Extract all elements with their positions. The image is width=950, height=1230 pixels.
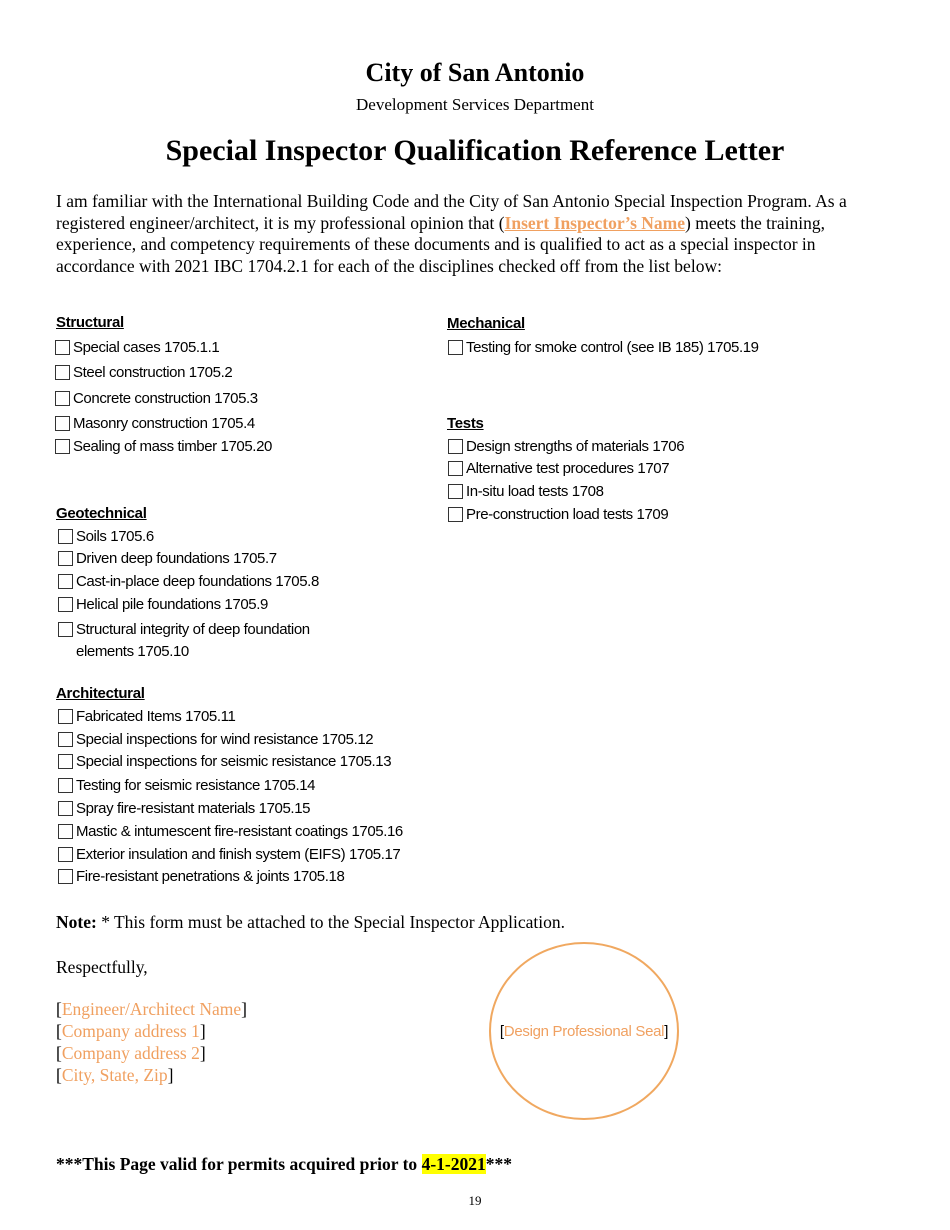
architectural-item-seismic[interactable]: Special inspections for seismic resistance 1705.13 — [58, 752, 391, 772]
geotechnical-item-cast-in-place[interactable]: Cast-in-place deep foundations 1705.8 — [58, 572, 319, 592]
checkbox[interactable] — [58, 824, 73, 839]
note-text: * This form must be attached to the Special Inspector Application. — [96, 912, 565, 932]
checkbox[interactable] — [58, 778, 73, 793]
page-number: 19 — [468, 1193, 482, 1208]
signature-line-address-2[interactable]: [Company address 2] — [56, 1043, 206, 1063]
checkbox[interactable] — [58, 622, 73, 637]
geotechnical-heading: Geotechnical — [56, 505, 147, 522]
geotechnical-item-soils[interactable]: Soils 1705.6 — [58, 527, 154, 547]
checkbox[interactable] — [448, 340, 463, 355]
mechanical-item-smoke-control[interactable]: Testing for smoke control (see IB 185) 1705.19 — [448, 338, 759, 358]
checkbox[interactable] — [448, 484, 463, 499]
checkbox[interactable] — [58, 754, 73, 769]
checkbox[interactable] — [55, 340, 70, 355]
intro-paragraph — [56, 191, 896, 277]
architectural-item-wind[interactable]: Special inspections for wind resistance 1705.12 — [58, 730, 373, 750]
inspector-name-field[interactable]: Insert Inspector’s Name — [504, 212, 686, 233]
tests-heading: Tests — [447, 415, 484, 432]
structural-item-special-cases[interactable]: Special cases 1705.1.1 — [55, 338, 219, 358]
checkbox[interactable] — [448, 461, 463, 476]
architectural-item-eifs[interactable]: Exterior insulation and finish system (EIFS) 1705.17 — [58, 845, 400, 865]
structural-heading: Structural — [56, 314, 124, 331]
checkbox[interactable] — [55, 391, 70, 406]
department-name: Development Services Department — [356, 95, 594, 114]
note — [56, 912, 565, 933]
mechanical-heading: Mechanical — [447, 315, 525, 332]
validity-notice: ***This Page valid for permits acquired prior to 4-1-2021*** — [56, 1154, 512, 1174]
geotechnical-item-driven[interactable]: Driven deep foundations 1705.7 — [58, 549, 277, 569]
structural-item-concrete[interactable]: Concrete construction 1705.3 — [55, 389, 258, 409]
checkbox[interactable] — [448, 439, 463, 454]
geotechnical-item-structural-integrity[interactable]: Structural integrity of deep foundation — [58, 620, 310, 640]
checkbox[interactable] — [448, 507, 463, 522]
structural-item-mass-timber[interactable]: Sealing of mass timber 1705.20 — [55, 437, 272, 457]
checkbox[interactable] — [58, 732, 73, 747]
checkbox[interactable] — [58, 551, 73, 566]
architectural-item-fabricated[interactable]: Fabricated Items 1705.11 — [58, 707, 235, 727]
signature-line-address-1[interactable]: [Company address 1] — [56, 1021, 206, 1041]
signature-line-city[interactable]: [City, State, Zip] — [56, 1065, 174, 1085]
note-label: Note: — [56, 912, 97, 932]
tests-item-alternative[interactable]: Alternative test procedures 1707 — [448, 459, 669, 479]
architectural-item-seismic-testing[interactable]: Testing for seismic resistance 1705.14 — [58, 776, 315, 796]
signature-block — [56, 998, 247, 1086]
intro-text-before: I am familiar with the International Building Code and the City of San Antonio Special Inspection Program. As a registered engineer/architect, it is my professional opinion that ( — [56, 191, 847, 233]
signature-line-name[interactable]: [Engineer/Architect Name] — [56, 999, 247, 1019]
geotechnical-item-helical[interactable]: Helical pile foundations 1705.9 — [58, 595, 268, 615]
checkbox[interactable] — [58, 709, 73, 724]
architectural-item-spray[interactable]: Spray fire-resistant materials 1705.15 — [58, 799, 310, 819]
checkbox[interactable] — [55, 439, 70, 454]
tests-item-in-situ[interactable]: In-situ load tests 1708 — [448, 482, 604, 502]
validity-date: 4-1-2021 — [421, 1154, 486, 1174]
checkbox[interactable] — [58, 574, 73, 589]
intro-text-after: ) meets the training, experience, and competency requirements of these documents and is qualified to act as a special inspector in accordance with 2021 IBC 1704.2.1 for each of the disciplines checked off from the list below: — [56, 212, 825, 276]
checkbox[interactable] — [58, 801, 73, 816]
closing: Respectfully, — [56, 957, 148, 977]
checkbox[interactable] — [58, 847, 73, 862]
tests-item-pre-construction[interactable]: Pre-construction load tests 1709 — [448, 505, 668, 525]
checkbox[interactable] — [58, 597, 73, 612]
city-name: City of San Antonio — [365, 58, 585, 87]
architectural-heading: Architectural — [56, 685, 145, 702]
geotechnical-item-structural-integrity-cont: elements 1705.10 — [76, 643, 189, 660]
tests-item-design-strengths[interactable]: Design strengths of materials 1706 — [448, 437, 684, 457]
architectural-item-penetrations[interactable]: Fire-resistant penetrations & joints 1705.18 — [58, 867, 344, 887]
architectural-item-mastic[interactable]: Mastic & intumescent fire-resistant coatings 1705.16 — [58, 822, 403, 842]
structural-item-masonry[interactable]: Masonry construction 1705.4 — [55, 414, 255, 434]
checkbox[interactable] — [55, 416, 70, 431]
checkbox[interactable] — [58, 869, 73, 884]
seal-label: [Design Professional Seal] — [499, 1022, 669, 1040]
design-professional-seal[interactable] — [489, 942, 679, 1120]
page-title: Special Inspector Qualification Reference Letter — [165, 134, 785, 167]
structural-item-steel[interactable]: Steel construction 1705.2 — [55, 363, 232, 383]
checkbox[interactable] — [58, 529, 73, 544]
checkbox[interactable] — [55, 365, 70, 380]
